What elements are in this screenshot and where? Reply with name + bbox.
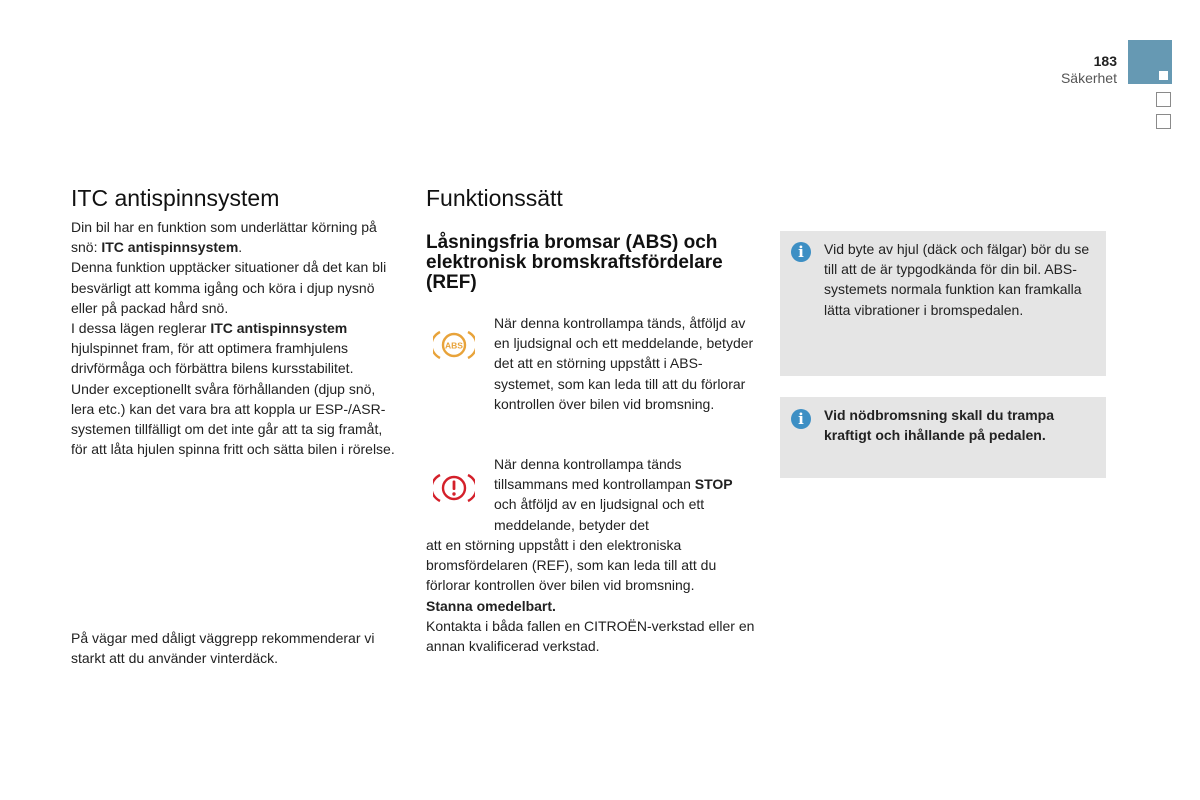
itc-title: ITC antispinnsystem: [71, 185, 280, 211]
info-icon: i: [791, 242, 811, 262]
brake-warning-text: När denna kontrollampa tänds tillsammans med kontrollampan STOP och åtföljd av en ljudsignal och ett meddelande, betyder det: [494, 456, 733, 533]
info-box-emergency-braking: [780, 397, 1106, 478]
itc-body: [71, 217, 401, 459]
tab-square-1: [1156, 92, 1171, 107]
itc-paragraph-4: Under exceptionellt svåra förhållanden (djup snö, lera etc.) kan det vara bra att koppla ur ESP-/ASR-systemen tillfälligt om det inte går att ta sig framåt, för att låta hjulen spinna fritt och sätta bilen i rörelse.: [71, 380, 395, 458]
contact-workshop: Kontakta i båda fallen en CITROËN-verkstad eller en annan kvalificerad verkstad.: [426, 617, 755, 655]
info-icon: i: [791, 409, 811, 429]
info-wheels-text: Vid byte av hjul (däck och fälgar) bör du se till att de är typgodkända för din bil. ABS-systemets normala funktion kan framkalla lätta vibrationer i bromspedalen.: [824, 241, 1090, 318]
ref-explanation: att en störning uppstått i den elektroniska bromsfördelaren (REF), som kan leda till att du förlorar kontrollen över bilen vid bromsning. Stanna omedelbart. Kontakta i båda fallen en CITROËN-verkstad eller en annan kvalificerad verkstad.: [426, 535, 761, 656]
section-title: Säkerhet: [1060, 70, 1117, 86]
info-box-wheels: [780, 231, 1106, 376]
abs-warning-icon: [433, 327, 475, 363]
svg-text:ABS: ABS: [445, 340, 463, 351]
abs-warning-text: När denna kontrollampa tänds, åtföljd av en ljudsignal och ett meddelande, betyder det att en störning uppstått i ABS-systemet, som kan leda till att du förlorar kontrollen över bilen vid bromsning.: [494, 315, 754, 412]
brake-warning-icon: [433, 470, 475, 506]
winter-tyre-note: På vägar med dåligt väggrepp rekommenderar vi starkt att du använder vinterdäck.: [71, 630, 375, 667]
tab-marker: [1159, 71, 1168, 80]
itc-paragraph-2: Denna funktion upptäcker situationer då det kan bli besvärligt att komma igång och köra i djup nysnö eller på packad hård snö.: [71, 259, 387, 316]
itc-paragraph-3: I dessa lägen reglerar ITC antispinnsystem hjulspinnet fram, för att optimera framhjulens drivförmåga och förbättra bilens kursstabilitet.: [71, 320, 354, 377]
tab-square-2: [1156, 114, 1171, 129]
stop-immediately: Stanna omedelbart.: [426, 597, 556, 614]
function-title: Funktionssätt: [426, 185, 563, 211]
itc-paragraph-1: Din bil har en funktion som underlättar körning på snö: ITC antispinnsystem.: [71, 219, 377, 256]
info-emergency-text: Vid nödbromsning skall du trampa kraftigt och ihållande på pedalen.: [824, 407, 1054, 444]
abs-subtitle: Låsningsfria bromsar (ABS) och elektronisk bromskraftsfördelare (REF): [426, 232, 723, 293]
page-number: 183: [1093, 53, 1117, 69]
